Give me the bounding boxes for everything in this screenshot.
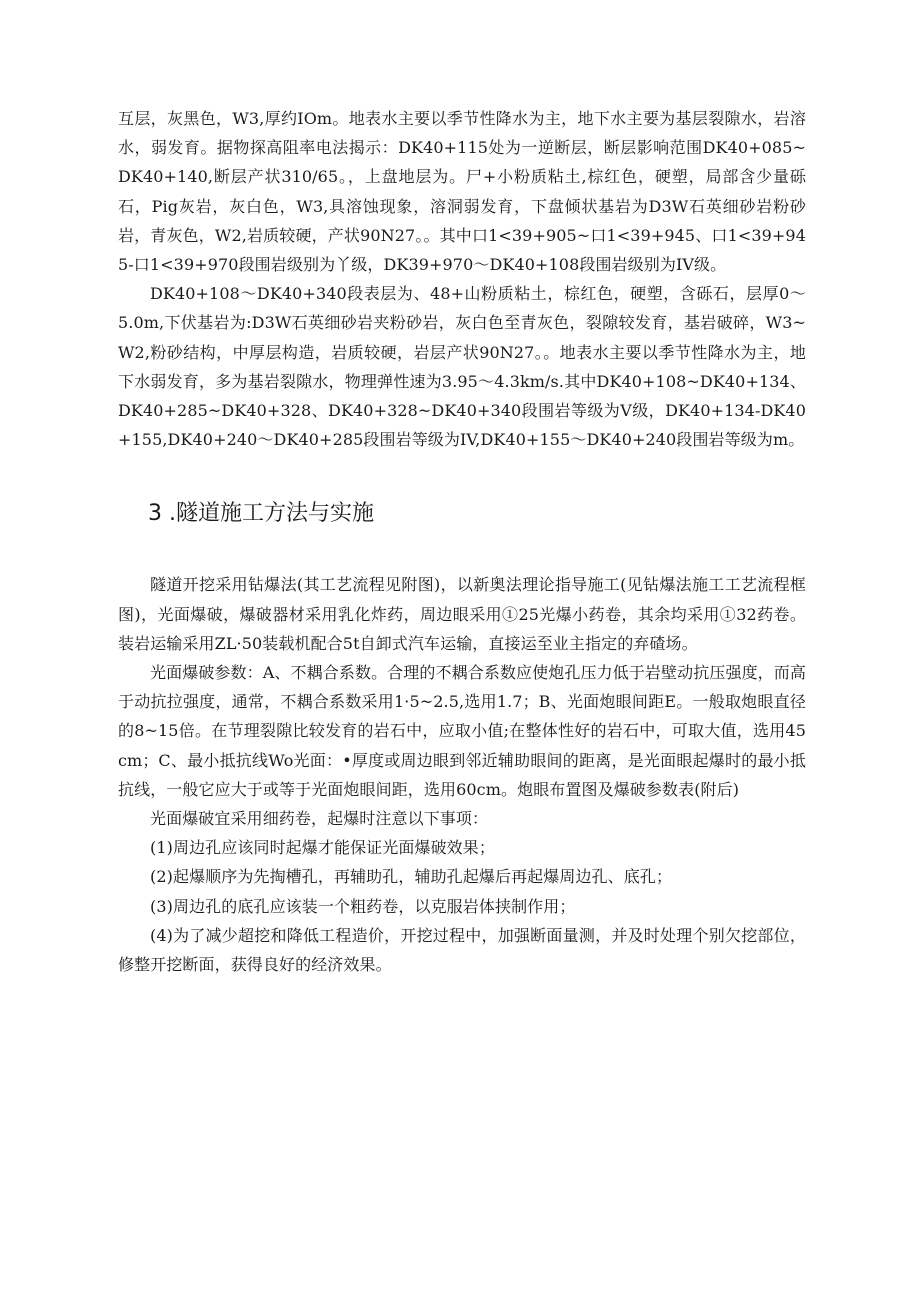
excavation-method-paragraph: 隧道开挖采用钻爆法(其工艺流程见附图)，以新奥法理论指导施工(见钻爆法施工工艺流程框图)，光面爆破，爆破器材采用乳化炸药，周边眼采用①25光爆小药卷，其余均采用①32药卷。装岩运输采用ZL·50装载机配合5t自卸式汽车运输，直接运至业主指定的弃碴场。 bbox=[118, 575, 806, 653]
blasting-notes-intro: 光面爆破宜采用细药卷，起爆时注意以下事项： bbox=[150, 809, 489, 829]
list-item: (3)周边孔的底孔应该装一个粗药卷，以克服岩体挟制作用； bbox=[150, 896, 576, 916]
geology-paragraph-continued: 互层，灰黑色，W3,厚约IOm。地表水主要以季节性降水为主，地下水主要为基层裂隙水，岩溶水，弱发育。据物探高阻率电法揭示：DK40+115处为一逆断层，断层影响范围DK40+085~DK40+140,断层产状310/65。，上盘地层为。尸+小粉质粘土,棕红色，硬塑，局部含少量砾石，Pig灰岩，灰白色，W3,具溶蚀现象，溶洞弱发育，下盘倾状基岩为D3W石英细砂岩粉砂岩，青灰色，W2,岩质较硬，产状90N27。。其中口1<39+905~口1<39+945、口1<39+945-口1<39+970段围岩级别为丫级，DK39+970～DK40+108段围岩级别为IV级。 bbox=[118, 109, 806, 275]
list-item: (4)为了减少超挖和降低工程造价，开挖过程中，加强断面量测，并及时处理个别欠挖部位，修整开挖断面，获得良好的经济效果。 bbox=[118, 925, 806, 975]
geology-paragraph-dk40-108: DK40+108～DK40+340段表层为、48+山粉质粘土，棕红色，硬塑，含砾石，层厚0～5.0m,下伏基岩为:D3W石英细砂岩夹粉砂岩，灰白色至青灰色，裂隙较发育，基岩破碎，W3~W2,粉砂结构，中厚层构造，岩质较硬，岩层产状90N27。。地表水主要以季节性降水为主，地下水弱发育，多为基岩裂隙水，物理弹性速为3.95～4.3km∕s.其中DK40+108~DK40+134、DK40+285~DK40+328、DK40+328~DK40+340段围岩等级为V级，DK40+134-DK40+155,DK40+240～DK40+285段围岩等级为IV,DK40+155～DK40+240段围岩等级为m。 bbox=[118, 284, 806, 450]
section-heading-construction-method: 3 .隧道施工方法与实施 bbox=[148, 501, 374, 527]
page-content bbox=[118, 104, 806, 979]
section-body bbox=[118, 570, 806, 979]
list-item: (1)周边孔应该同时起爆才能保证光面爆破效果； bbox=[150, 838, 495, 858]
list-item: (2)起爆顺序为先掏槽孔，再辅助孔，辅助孔起爆后再起爆周边孔、底孔； bbox=[150, 867, 673, 887]
blasting-parameters-paragraph: 光面爆破参数：A、不耦合系数。合理的不耦合系数应使炮孔压力低于岩壁动抗压强度，而高于动抗拉强度，通常，不耦合系数采用1·5~2.5,选用1.7；B、光面炮眼间距E。一般取炮眼直径的8~15倍。在节理裂隙比较发育的岩石中，应取小值;在整体性好的岩石中，可取大值，选用45cm；C、最小抵抗线Wo光面：•厚度或周边眼到邻近辅助眼间的距离，是光面眼起爆时的最小抵抗线，一般它应大于或等于光面炮眼间距，选用60cm。炮眼布置图及爆破参数表(附后) bbox=[118, 663, 806, 799]
